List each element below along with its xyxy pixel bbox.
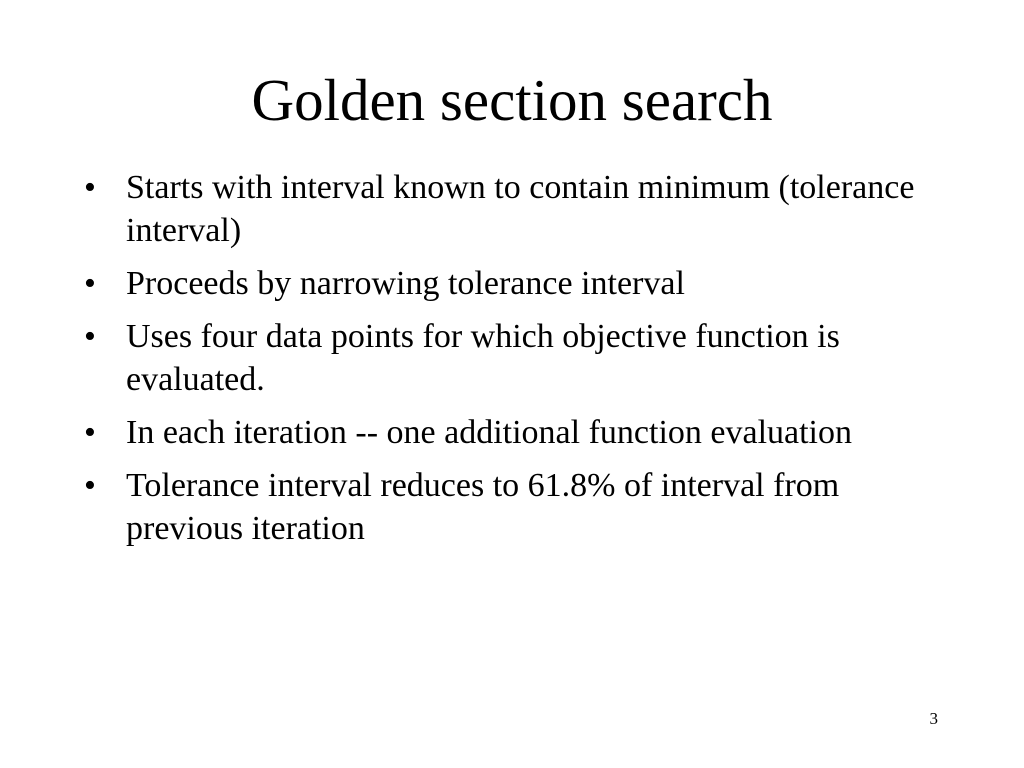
bullet-item	[84, 411, 964, 454]
page-number: 3	[929, 709, 938, 728]
bullet-item	[84, 262, 964, 305]
bullet-list	[84, 166, 964, 560]
bullet-text: Starts with interval known to contain minimum (tolerance interval)	[126, 169, 915, 249]
bullet-icon: •	[84, 467, 96, 504]
bullet-icon: •	[84, 265, 96, 302]
slide-title: Golden section search	[251, 67, 773, 133]
bullet-text: Uses four data points for which objective function is evaluated.	[126, 318, 840, 398]
bullet-item	[84, 464, 964, 550]
bullet-icon: •	[84, 318, 96, 355]
bullet-text: In each iteration -- one additional function evaluation	[126, 414, 853, 451]
bullet-text: Proceeds by narrowing tolerance interval	[126, 265, 685, 302]
bullet-text: Tolerance interval reduces to 61.8% of interval from previous iteration	[126, 467, 840, 547]
bullet-item	[84, 315, 964, 401]
bullet-icon: •	[84, 414, 96, 451]
bullet-item	[84, 166, 964, 252]
bullet-icon: •	[84, 169, 96, 206]
